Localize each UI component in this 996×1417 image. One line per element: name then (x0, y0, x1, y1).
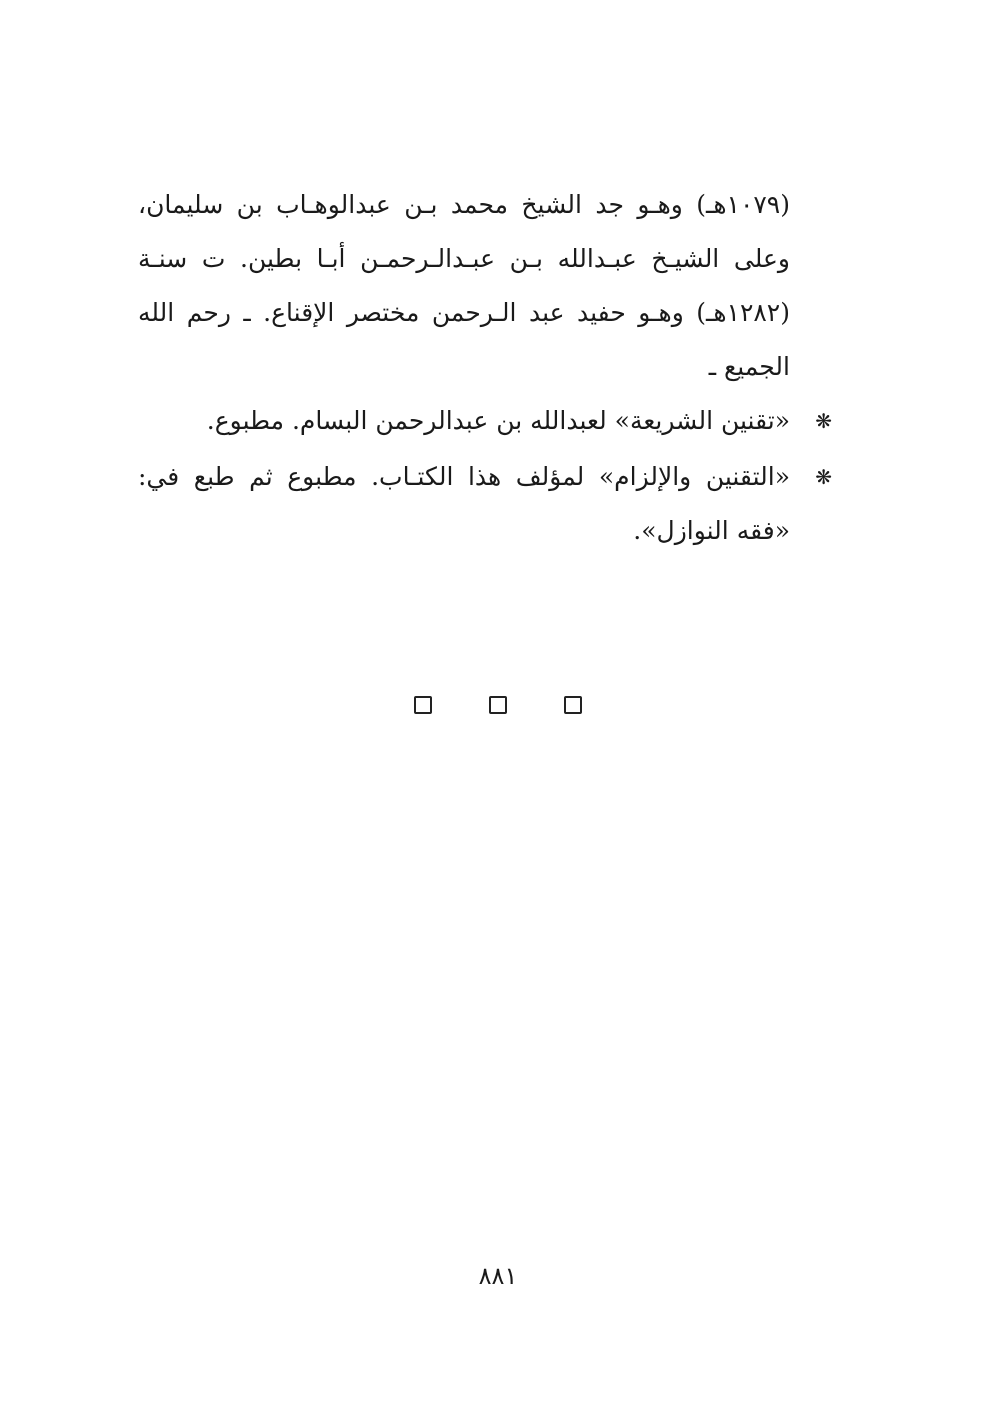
intro-paragraph (138, 178, 838, 394)
page-number: ٨٨١ (478, 1262, 518, 1290)
section-separator (0, 694, 996, 714)
paragraph-line: الجميع ـ (708, 352, 790, 381)
asterisk-bullet-icon: ❋ (815, 465, 832, 489)
list-item (138, 450, 838, 558)
list-item (138, 394, 838, 448)
square-outline-icon (564, 696, 582, 714)
square-outline-icon (489, 696, 507, 714)
list-item-text: «تقنين الشريعة» لعبدالله بن عبدالرحمن البسام. مطبوع. (206, 406, 790, 435)
asterisk-bullet-icon: ❋ (815, 409, 832, 433)
list-item-text: «التقنين والإلزام» لمؤلف هذا الكتـاب. مطبوع ثم طبع في: «فقه النوازل». (138, 462, 790, 545)
paragraph-line: (١٢٨٢هـ) وهـو حفيد عبد الـرحمن مختصر الإقناع. ـ رحم الله (138, 298, 790, 327)
paragraph-line: (١٠٧٩هـ) وهـو جد الشيخ محمد بـن عبدالوهـاب بن سليمان، (138, 190, 790, 219)
square-outline-icon (414, 696, 432, 714)
paragraph-line: وعلى الشيـخ عبـدالله بـن عبـدالـرحمـن أبـا بطين. ت سنـة (138, 244, 790, 273)
body-text (138, 178, 838, 558)
